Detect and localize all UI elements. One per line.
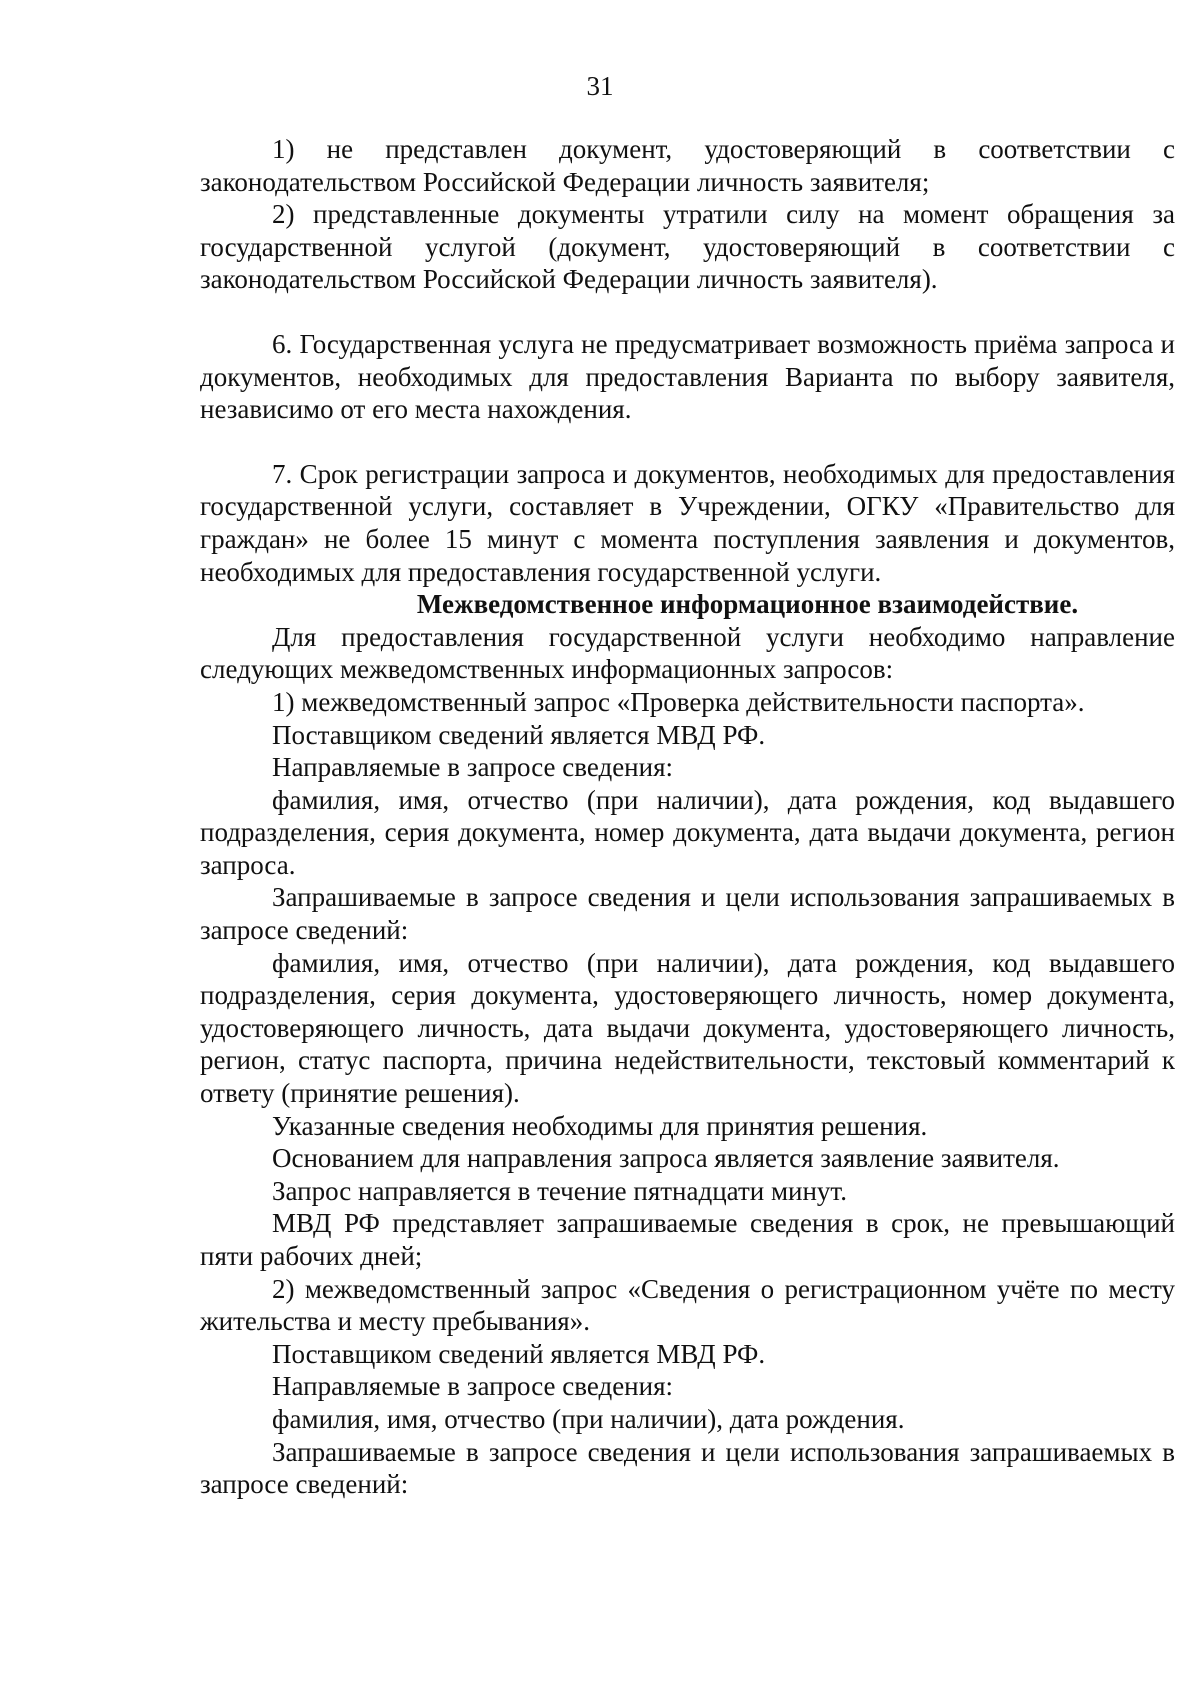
paragraph-response-term: МВД РФ представляет запрашиваемые сведения в срок, не превышающий пяти рабочих дней; <box>200 1208 1175 1271</box>
paragraph-sent-data-2: фамилия, имя, отчество (при наличии), дата рождения. <box>272 1403 905 1434</box>
paragraph-provider-2: Поставщиком сведений является МВД РФ. <box>272 1338 766 1369</box>
paragraph-data-purpose: Указанные сведения необходимы для принятия решения. <box>272 1110 928 1141</box>
paragraph-requested-data-label-1: Запрашиваемые в запросе сведения и цели использования запрашиваемых в запросе сведений: <box>200 882 1175 946</box>
paragraph-requested-data-1: фамилия, имя, отчество (при наличии), дата рождения, код выдавшего подразделения, серия документа, удостоверяющего личность, номер документа, удостоверяющего личность, дата выдачи документа, удостоверяющего личность, регион, статус паспорта, причина недействительности, текстовый комментарий к ответу (принятие решения). <box>200 947 1175 1109</box>
paragraph-request-timing: Запрос направляется в течение пятнадцати минут. <box>272 1175 847 1206</box>
paragraph-sent-data-label-2: Направляемые в запросе сведения: <box>272 1371 673 1402</box>
paragraph-requests-intro: Для предоставления государственной услуги необходимо направление следующих межведомственных информационных запросов: <box>200 621 1175 685</box>
paragraph-item-6: 6. Государственная услуга не предусматривает возможность приёма запроса и документов, необходимых для предоставления Варианта по выбору заявителя, независимо от его места нахождения. <box>200 328 1175 425</box>
paragraph-sent-data-1: фамилия, имя, отчество (при наличии), дата рождения, код выдавшего подразделения, серия документа, номер документа, дата выдачи документа, регион запроса. <box>200 784 1175 880</box>
paragraph-sent-data-label-1: Направляемые в запросе сведения: <box>272 752 673 783</box>
paragraph-request-basis: Основанием для направления запроса является заявление заявителя. <box>272 1143 1060 1174</box>
paragraph-request-2: 2) межведомственный запрос «Сведения о регистрационном учёте по месту жительства и месту пребывания». <box>200 1273 1175 1337</box>
document-body <box>200 133 1175 1501</box>
page-number: 31 <box>586 71 614 101</box>
paragraph-item-7: 7. Срок регистрации запроса и документов, необходимых для предоставления государственной услуги, составляет в Учреждении, ОГКУ «Правительство для граждан» не более 15 минут с момента поступления заявления и документов, необходимых для предоставления государственной услуги. <box>200 458 1175 587</box>
paragraph-requested-data-label-2: Запрашиваемые в запросе сведения и цели использования запрашиваемых в запросе сведений: <box>200 1436 1175 1500</box>
paragraph-provider-1: Поставщиком сведений является МВД РФ. <box>272 719 766 750</box>
paragraph-documents-expired: 2) представленные документы утратили силу на момент обращения за государственной услугой (документ, удостоверяющий в соответствии с законодательством Российской Федерации личность заявителя). <box>200 199 1175 295</box>
paragraph-request-1: 1) межведомственный запрос «Проверка действительности паспорта». <box>272 686 1085 717</box>
paragraph-not-presented-document: 1) не представлен документ, удостоверяющий в соответствии с законодательством Российской Федерации личность заявителя; <box>200 134 1175 197</box>
section-heading: Межведомственное информационное взаимодействие. <box>416 589 1079 620</box>
